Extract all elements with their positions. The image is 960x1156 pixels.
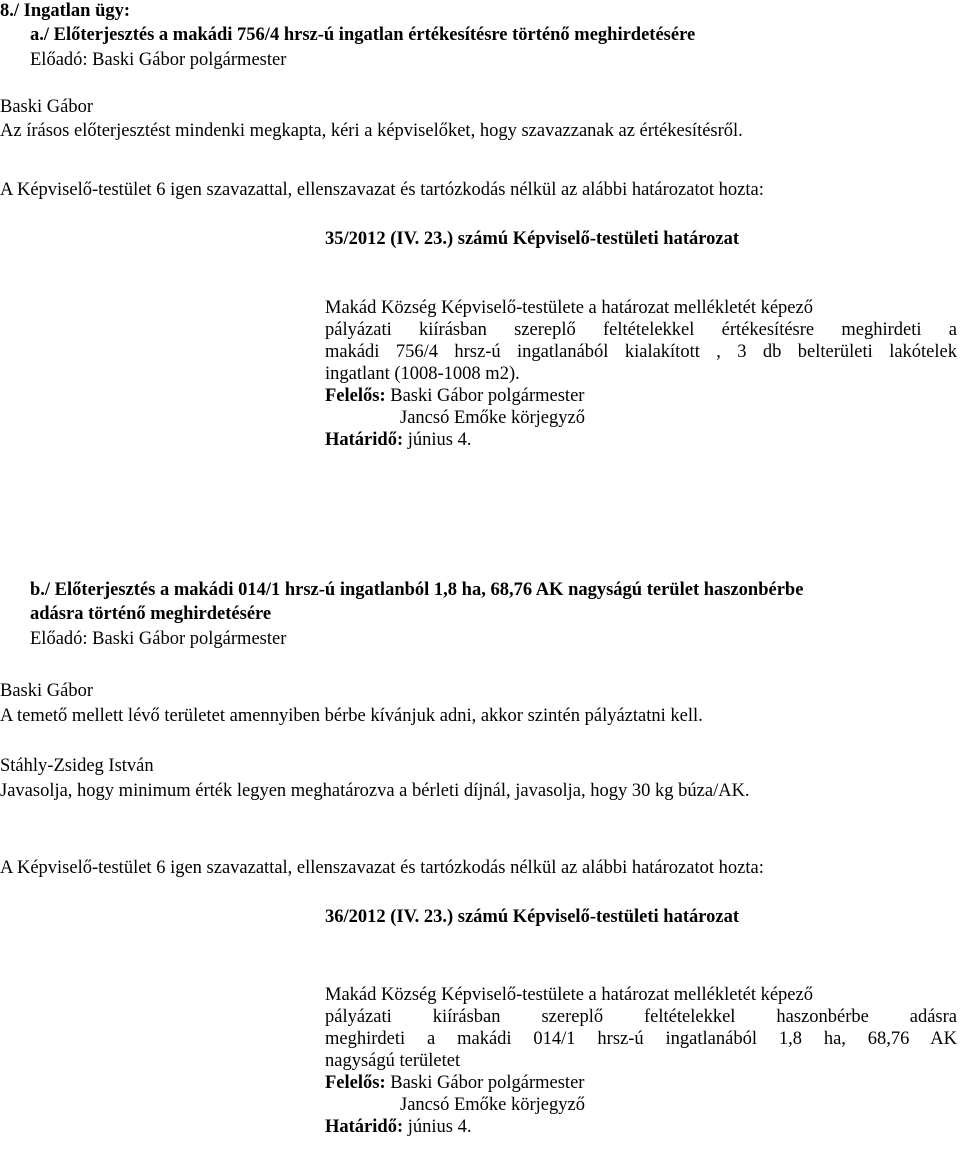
item-b-vote: A Képviselő-testület 6 igen szavazattal, ellenszavazat és tartózkodás nélkül az alábbi határozatot hozta: — [0, 858, 764, 878]
deadline-label: Határidő: — [325, 430, 404, 450]
item-a-resolution-title: 35/2012 (IV. 23.) számú Képviselő-testületi határozat — [325, 229, 739, 249]
responsible-name: Baski Gábor polgármester — [385, 1073, 585, 1093]
resolution-line: pályázati kiírásban szereplő feltételekkel értékesítésre meghirdeti a — [325, 320, 957, 340]
deadline-value: június 4. — [403, 1117, 472, 1137]
item-a-speaker: Baski Gábor — [0, 97, 93, 117]
responsible-name: Baski Gábor polgármester — [385, 386, 585, 406]
responsible-label: Felelős: — [325, 1073, 386, 1093]
responsible-line — [325, 385, 957, 407]
resolution-line: Makád Község Képviselő-testülete a határozat mellékletét képező — [325, 985, 813, 1005]
responsible-label: Felelős: — [325, 386, 386, 406]
item-b-title-line1: b./ Előterjesztés a makádi 014/1 hrsz-ú ingatlanból 1,8 ha, 68,76 AK nagyságú terület haszonbérbe — [30, 580, 804, 600]
deadline-value: június 4. — [403, 430, 472, 450]
responsible-line — [325, 1072, 957, 1094]
resolution-line: pályázati kiírásban szereplő feltételekkel haszonbérbe adásra — [325, 1007, 957, 1027]
item-b-speaker-2: Stáhly-Zsideg István — [0, 756, 154, 776]
item-a-resolution-body — [325, 297, 957, 451]
deadline-line — [325, 429, 957, 451]
item-b-resolution-body — [325, 984, 957, 1138]
responsible-line-2: Jancsó Emőke körjegyző — [400, 1095, 585, 1115]
item-a-title: a./ Előterjesztés a makádi 756/4 hrsz-ú ingatlan értékesítésre történő meghirdetésére — [30, 25, 696, 45]
resolution-line: ingatlant (1008-1008 m2). — [325, 364, 520, 384]
item-a-presenter: Előadó: Baski Gábor polgármester — [30, 50, 287, 70]
deadline-line — [325, 1116, 957, 1138]
resolution-line: makádi 756/4 hrsz-ú ingatlanából kialakított , 3 db belterületi lakótelek — [325, 342, 957, 362]
responsible-line-2: Jancsó Emőke körjegyző — [400, 408, 585, 428]
resolution-line: Makád Község Képviselő-testülete a határozat mellékletét képező — [325, 298, 813, 318]
resolution-line: meghirdeti a makádi 014/1 hrsz-ú ingatlanából 1,8 ha, 68,76 AK — [325, 1029, 957, 1049]
section-heading: 8./ Ingatlan ügy: — [0, 1, 131, 21]
item-b-speaker-1: Baski Gábor — [0, 681, 93, 701]
item-b-presenter: Előadó: Baski Gábor polgármester — [30, 629, 287, 649]
item-a-speech: Az írásos előterjesztést mindenki megkapta, kéri a képviselőket, hogy szavazzanak az értékesítésről. — [0, 121, 743, 141]
item-b-speech-1: A temető mellett lévő területet amennyiben bérbe kívánjuk adni, akkor szintén pályáztatni kell. — [0, 706, 703, 726]
item-b-resolution-title: 36/2012 (IV. 23.) számú Képviselő-testületi határozat — [325, 907, 739, 927]
deadline-label: Határidő: — [325, 1117, 404, 1137]
item-a-vote: A Képviselő-testület 6 igen szavazattal, ellenszavazat és tartózkodás nélkül az alábbi határozatot hozta: — [0, 180, 764, 200]
item-b-speech-2: Javasolja, hogy minimum érték legyen meghatározva a bérleti díjnál, javasolja, hogy 30 kg búza/AK. — [0, 781, 750, 801]
item-b-title-line2: adásra történő meghirdetésére — [30, 604, 272, 624]
resolution-line: nagyságú területet — [325, 1051, 461, 1071]
